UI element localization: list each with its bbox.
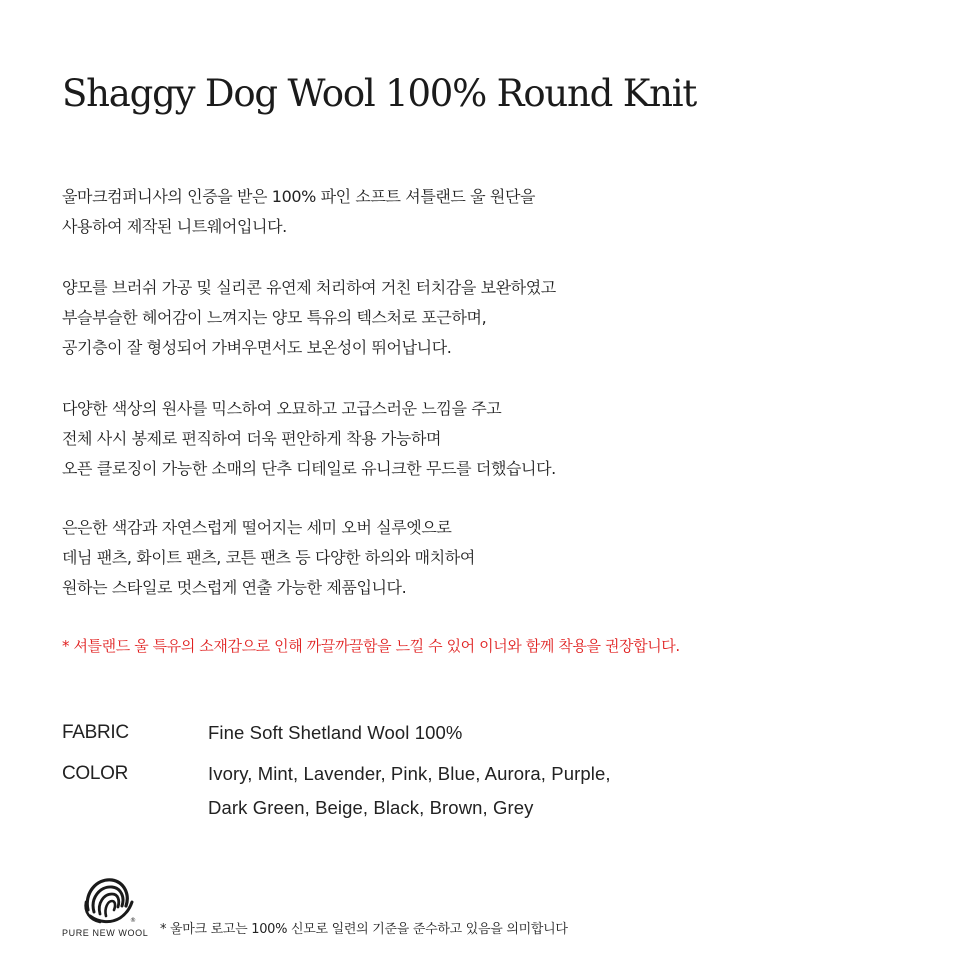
woolmark-icon: [80, 872, 136, 928]
description-line: 부슬부슬한 헤어감이 느껴지는 양모 특유의 텍스처로 포근하며,: [62, 308, 487, 327]
color-label: COLOR: [62, 763, 129, 784]
description-line: 사용하여 제작된 니트웨어입니다.: [62, 217, 287, 236]
description-line: 은은한 색감과 자연스럽게 떨어지는 세미 오버 실루엣으로: [62, 518, 452, 537]
description-line: 공기층이 잘 형성되어 가벼우면서도 보온성이 뛰어납니다.: [62, 338, 452, 357]
color-value-line-1: Ivory, Mint, Lavender, Pink, Blue, Aurora, Purple,: [208, 763, 611, 784]
woolmark-logo: [62, 872, 152, 942]
description-line: 울마크컴퍼니사의 인증을 받은 100% 파인 소프트 셔틀랜드 울 원단을: [62, 187, 536, 206]
description-paragraph-2: [62, 273, 922, 363]
woolmark-text: PURE NEW WOOL: [62, 928, 149, 938]
description-line: 다양한 색상의 원사를 믹스하여 오묘하고 고급스러운 느낌을 주고: [62, 399, 502, 418]
care-note: * 셔틀랜드 울 특유의 소재감으로 인해 까끌까끌함을 느낄 수 있어 이너와 함께 착용을 권장합니다.: [62, 637, 680, 655]
logo-note: * 울마크 로고는 100% 신모로 일련의 기준을 준수하고 있음을 의미합니다: [160, 922, 568, 937]
description-paragraph-4: [62, 513, 922, 603]
description-line: 데님 팬츠, 화이트 팬츠, 코튼 팬츠 등 다양한 하의와 매치하여: [62, 548, 475, 567]
description-paragraph-3: [62, 394, 922, 484]
registered-mark: ®: [130, 917, 136, 924]
fabric-value: Fine Soft Shetland Wool 100%: [208, 722, 463, 743]
description-line: 양모를 브러쉬 가공 및 실리콘 유연제 처리하여 거친 터치감을 보완하였고: [62, 278, 556, 297]
description-line: 원하는 스타일로 멋스럽게 연출 가능한 제품입니다.: [62, 578, 407, 597]
fabric-label: FABRIC: [62, 722, 129, 743]
product-title: Shaggy Dog Wool 100% Round Knit: [62, 72, 697, 115]
description-paragraph-1: [62, 182, 922, 242]
description-line: 오픈 클로징이 가능한 소매의 단추 디테일로 유니크한 무드를 더했습니다.: [62, 459, 556, 478]
description-line: 전체 사시 봉제로 편직하여 더욱 편안하게 착용 가능하며: [62, 429, 442, 448]
color-value-line-2: Dark Green, Beige, Black, Brown, Grey: [208, 797, 534, 818]
